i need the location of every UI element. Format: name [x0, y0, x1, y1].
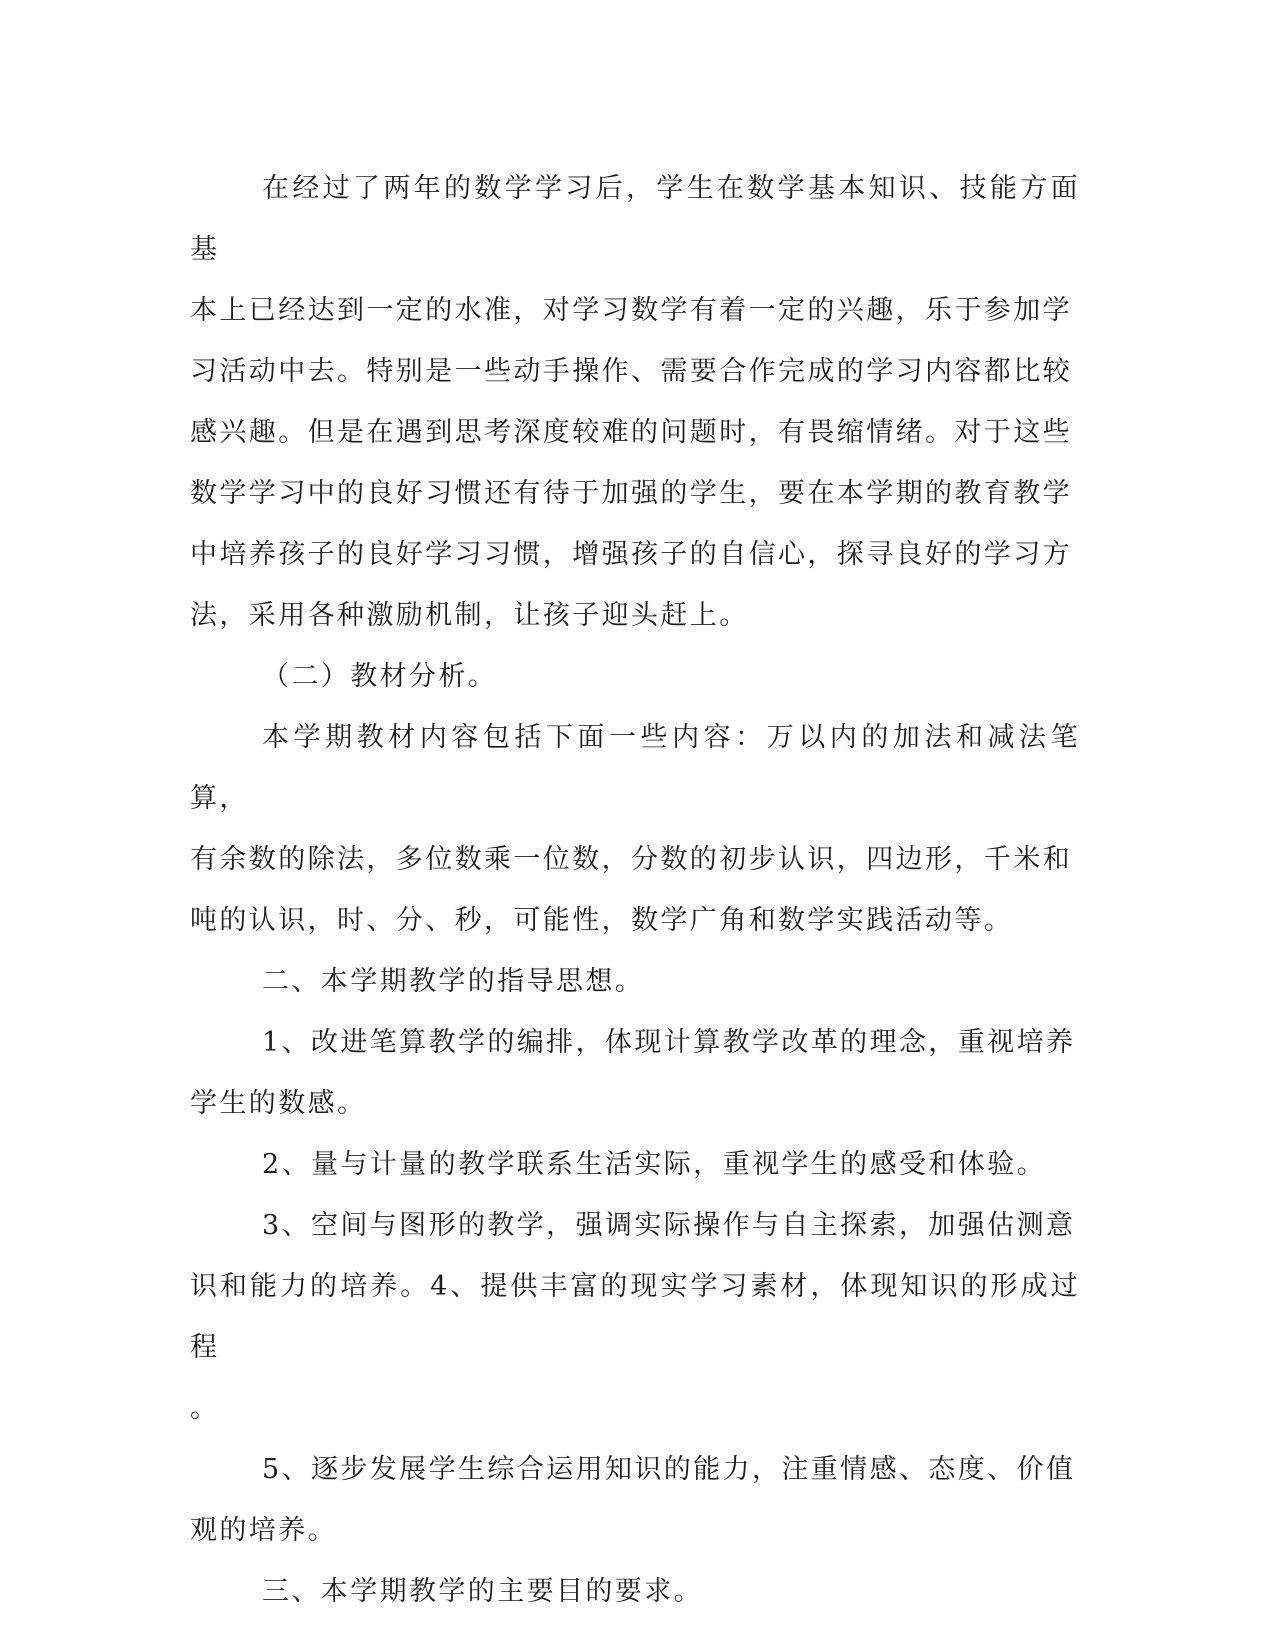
- heading-guiding-ideology: [190, 951, 1080, 1012]
- paragraph-textbook-content: [190, 707, 1080, 951]
- text-line: 5、逐步发展学生综合运用知识的能力，注重情感、态度、价值: [262, 1454, 1076, 1485]
- text-line: 观的培养。: [190, 1515, 337, 1546]
- text-line: 。: [190, 1393, 220, 1424]
- text-line: 法，采用各种激励机制，让孩子迎头赶上。: [190, 600, 749, 631]
- text-line: 3、空间与图形的教学，强调实际操作与自主探索，加强估测意: [262, 1210, 1076, 1241]
- text-line: 吨的认识，时、分、秒，可能性，数学广角和数学实践活动等。: [190, 905, 1014, 936]
- list-item-2: [190, 1134, 1080, 1195]
- text-line: 识和能力的培养。4、提供丰富的现实学习素材，体现知识的形成过程: [190, 1271, 1080, 1363]
- text-line: 2、量与计量的教学联系生活实际，重视学生的感受和体验。: [262, 1149, 1046, 1180]
- text-line: 学生的数感。: [190, 1088, 367, 1119]
- text-line: 三、本学期教学的主要目的要求。: [262, 1576, 703, 1607]
- document-body: [190, 158, 1080, 1622]
- text-line: 中培养孩子的良好学习习惯，增强孩子的自信心，探寻良好的学习方: [190, 539, 1072, 570]
- text-line: 有余数的除法，多位数乘一位数，分数的初步认识，四边形，千米和: [190, 844, 1072, 875]
- list-item-3-4: [190, 1195, 1080, 1439]
- text-line: 在经过了两年的数学学习后，学生在数学基本知识、技能方面基: [190, 173, 1080, 265]
- list-item-1: [190, 1012, 1080, 1134]
- heading-textbook-analysis: [190, 646, 1080, 707]
- text-line: 本上已经达到一定的水准，对学习数学有着一定的兴趣，乐于参加学: [190, 295, 1072, 326]
- heading-main-goals: [190, 1561, 1080, 1622]
- text-line: 感兴趣。但是在遇到思考深度较难的问题时，有畏缩情绪。对于这些: [190, 417, 1072, 448]
- text-line: （二）教材分析。: [262, 661, 498, 692]
- text-line: 本学期教材内容包括下面一些内容：万以内的加法和减法笔算，: [190, 722, 1080, 814]
- paragraph-student-analysis: [190, 158, 1080, 646]
- text-line: 数学学习中的良好习惯还有待于加强的学生，要在本学期的教育教学: [190, 478, 1072, 509]
- text-line: 二、本学期教学的指导思想。: [262, 966, 645, 997]
- list-item-5: [190, 1439, 1080, 1561]
- text-line: 习活动中去。特别是一些动手操作、需要合作完成的学习内容都比较: [190, 356, 1072, 387]
- text-line: 1、改进笔算教学的编排，体现计算教学改革的理念，重视培养: [262, 1027, 1076, 1058]
